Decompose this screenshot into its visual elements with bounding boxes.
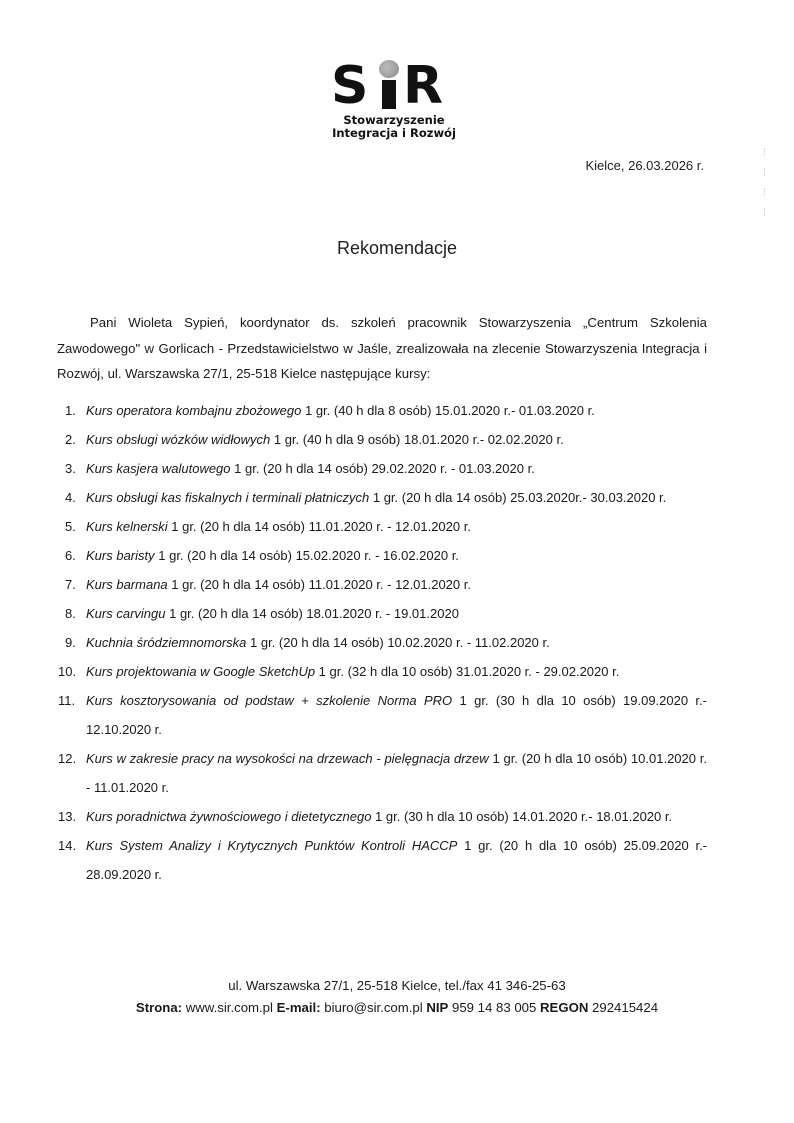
course-name: Kurs poradnictwa żywnościowego i dietetycznego xyxy=(86,809,372,824)
course-item xyxy=(57,541,707,570)
course-details: 1 gr. (40 h dla 9 osób) 18.01.2020 r.- 02.02.2020 r. xyxy=(270,432,564,447)
course-name: Kuchnia śródziemnomorska xyxy=(86,635,247,650)
regon-label: REGON xyxy=(540,1000,589,1015)
course-item xyxy=(57,454,707,483)
course-details: 1 gr. (20 h dla 14 osób) 25.03.2020r.- 30.03.2020 r. xyxy=(369,490,667,505)
course-name: Kurs projektowania w Google SketchUp xyxy=(86,664,316,679)
email-link[interactable]: biuro@sir.com.pl xyxy=(324,1000,423,1015)
item-number: 1. xyxy=(65,403,76,418)
course-details: 1 gr. (30 h dla 10 osób) 14.01.2020 r.- 18.01.2020 r. xyxy=(371,809,673,824)
course-name: Kurs kasjera walutowego xyxy=(86,461,231,476)
course-details: 1 gr. (20 h dla 14 osób) 10.02.2020 r. - 11.02.2020 r. xyxy=(246,635,550,650)
footer-address: ul. Warszawska 27/1, 25-518 Kielce, tel./fax 41 346-25-63 xyxy=(228,978,566,993)
item-number: 7. xyxy=(65,577,76,592)
course-details: 1 gr. (30 h dla 10 osób) 19.09.2020 r.- 12.10.2020 r. xyxy=(86,693,707,737)
course-name: Kurs carvingu xyxy=(86,606,166,621)
item-number: 9. xyxy=(65,635,76,650)
page-footer xyxy=(0,975,794,1019)
course-name: Kurs obsługi kas fiskalnych i terminali płatniczych xyxy=(86,490,370,505)
regon-value: 292415424 xyxy=(592,1000,659,1015)
course-details: 1 gr. (20 h dla 10 osób) 25.09.2020 r.- 28.09.2020 r. xyxy=(86,838,708,882)
nip-value: 959 14 83 005 xyxy=(452,1000,537,1015)
course-item xyxy=(57,831,707,889)
logo-subtitle-line2: Integracja i Rozwój xyxy=(332,126,456,140)
item-number: 10. xyxy=(58,664,77,679)
course-name: Kurs obsługi wózków widłowych xyxy=(86,432,271,447)
course-item xyxy=(57,657,707,686)
item-number: 3. xyxy=(65,461,76,476)
footer-contact-line xyxy=(0,997,794,1019)
course-name: Kurs baristy xyxy=(86,548,155,563)
logo-letter-r: R xyxy=(403,56,443,116)
course-item xyxy=(57,483,707,512)
item-number: 8. xyxy=(65,606,76,621)
item-number: 13. xyxy=(58,809,77,824)
item-number: 14. xyxy=(58,838,77,853)
item-number: 11. xyxy=(58,693,76,708)
course-name: Kurs kosztorysowania od podstaw + szkolenie Norma PRO xyxy=(86,693,453,708)
course-item xyxy=(57,512,707,541)
item-number: 2. xyxy=(65,432,76,447)
organization-logo xyxy=(329,56,459,140)
course-name: Kurs w zakresie pracy na wysokości na drzewach - pielęgnacja drzew xyxy=(86,751,489,766)
course-details: 1 gr. (32 h dla 10 osób) 31.01.2020 r. - 29.02.2020 r. xyxy=(315,664,620,679)
course-item xyxy=(57,396,707,425)
course-details: 1 gr. (20 h dla 14 osób) 15.02.2020 r. - 16.02.2020 r. xyxy=(154,548,459,563)
course-item xyxy=(57,686,707,744)
document-title: Rekomendacje xyxy=(336,238,458,258)
course-item xyxy=(57,570,707,599)
date-line: Kielce, 26.03.2026 r. xyxy=(585,158,704,173)
course-item xyxy=(57,628,707,657)
logo-letter-s: S xyxy=(331,56,368,116)
course-list xyxy=(57,396,707,889)
item-number: 5. xyxy=(65,519,76,534)
course-item xyxy=(57,802,707,831)
course-item xyxy=(57,599,707,628)
course-name: Kurs operatora kombajnu zbożowego xyxy=(86,403,302,418)
website-label: Strona: xyxy=(135,1000,183,1015)
sir-logo-mark xyxy=(329,56,459,116)
email-label: E-mail: xyxy=(276,1000,321,1015)
course-name: Kurs barmana xyxy=(86,577,168,592)
course-details: 1 gr. (40 h dla 8 osób) 15.01.2020 r.- 01.03.2020 r. xyxy=(301,403,595,418)
intro-paragraph xyxy=(57,310,707,387)
course-name: Kurs kelnerski xyxy=(86,519,168,534)
nip-label: NIP xyxy=(426,1000,449,1015)
course-details: 1 gr. (20 h dla 10 osób) 10.01.2020 r. - 11.01.2020 r. xyxy=(86,751,707,795)
item-number: 6. xyxy=(65,548,76,563)
item-number: 12. xyxy=(58,751,77,766)
item-number: 4. xyxy=(65,490,76,505)
course-item xyxy=(57,744,707,802)
logo-subtitle-line1: Stowarzyszenie xyxy=(343,113,445,127)
course-name: Kurs System Analizy i Krytycznych Punktów Kontroli HACCP xyxy=(86,838,458,853)
course-details: 1 gr. (20 h dla 14 osób) 11.01.2020 r. - 12.01.2020 r. xyxy=(167,519,471,534)
course-details: 1 gr. (20 h dla 14 osób) 18.01.2020 r. - 19.01.2020 xyxy=(165,606,459,621)
logo-subtitle xyxy=(329,114,459,140)
intro-text: Pani Wioleta Sypień, koordynator ds. szkoleń pracownik Stowarzyszenia „Centrum Szkolenia Zawodowego" w Gorlicach - Przedstawicielstwo w Jaśle, zrealizowała na zlecenie Stowarzyszenia Integracja i Rozwój, ul. Warszawska 27/1, 25-518 Kielce następujące kursy: xyxy=(57,315,707,381)
course-details: 1 gr. (20 h dla 14 osób) 29.02.2020 r. - 01.03.2020 r. xyxy=(230,461,535,476)
website-link[interactable]: www.sir.com.pl xyxy=(185,1000,273,1015)
scan-margin-marks xyxy=(764,148,774,228)
course-item xyxy=(57,425,707,454)
logo-globe-dot-icon xyxy=(379,60,399,78)
course-details: 1 gr. (20 h dla 14 osób) 11.01.2020 r. - 12.01.2020 r. xyxy=(167,577,471,592)
